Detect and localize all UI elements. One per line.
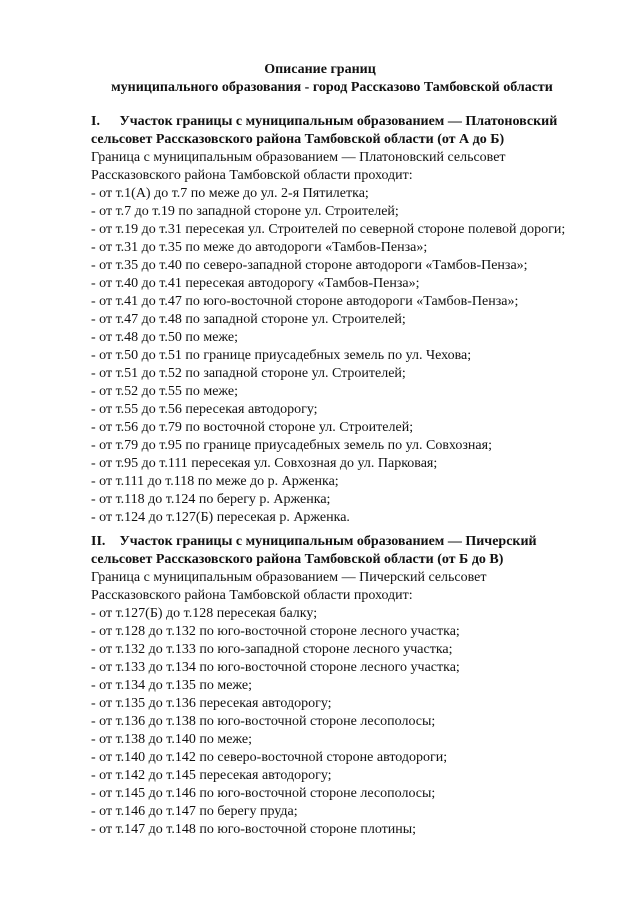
list-item: - от т.55 до т.56 пересекая автодорогу; (91, 402, 318, 417)
section-intro-line1: Граница с муниципальным образованием — Пичерский сельсовет (91, 570, 487, 585)
list-item: - от т.52 до т.55 по меже; (91, 384, 239, 399)
list-item: - от т.136 до т.138 по юго-восточной стороне лесополосы; (91, 714, 436, 729)
section-heading (91, 533, 621, 551)
section-intro-line2: Рассказовского района Тамбовской области проходит: (91, 588, 413, 603)
list-item: - от т.147 до т.148 по юго-восточной стороне плотины; (91, 822, 417, 837)
document-subtitle: муниципального образования - город Рассказово Тамбовской области (111, 80, 553, 95)
document-title: Описание границ (264, 62, 376, 77)
list-item: - от т.142 до т.145 пересекая автодорогу; (91, 768, 332, 783)
list-item: - от т.138 до т.140 по меже; (91, 732, 253, 747)
list-item: - от т.111 до т.118 по меже до р. Арженка; (91, 474, 339, 489)
list-item: - от т.35 до т.40 по северо-западной стороне автодороги «Тамбов-Пенза»; (91, 258, 528, 273)
list-item: - от т.56 до т.79 по восточной стороне ул. Строителей; (91, 420, 414, 435)
list-item: - от т.19 до т.31 пересекая ул. Строителей по северной стороне полевой дороги; (91, 222, 566, 237)
list-item: - от т.50 до т.51 по границе приусадебных земель по ул. Чехова; (91, 348, 472, 363)
section-heading-line1: Участок границы с муниципальным образованием — Платоновский (119, 114, 558, 129)
list-item: - от т.140 до т.142 по северо-восточной стороне автодороги; (91, 750, 448, 765)
section-heading-line2: сельсовет Рассказовского района Тамбовской области (от А до Б) (91, 132, 505, 147)
list-item: - от т.47 до т.48 по западной стороне ул. Строителей; (91, 312, 406, 327)
section-intro-line2: Рассказовского района Тамбовской области проходит: (91, 168, 413, 183)
section-intro-line1: Граница с муниципальным образованием — Платоновский сельсовет (91, 150, 506, 165)
list-item: - от т.41 до т.47 по юго-восточной стороне автодороги «Тамбов-Пенза»; (91, 294, 519, 309)
list-item: - от т.127(Б) до т.128 пересекая балку; (91, 606, 318, 621)
list-item: - от т.118 до т.124 по берегу р. Арженка; (91, 492, 331, 507)
section-number: II. (91, 534, 106, 549)
list-item: - от т.7 до т.19 по западной стороне ул. Строителей; (91, 204, 399, 219)
list-item: - от т.146 до т.147 по берегу пруда; (91, 804, 298, 819)
list-item: - от т.51 до т.52 по западной стороне ул. Строителей; (91, 366, 406, 381)
boundary-list (91, 185, 621, 527)
list-item: - от т.48 до т.50 по меже; (91, 330, 239, 345)
section-heading-line2: сельсовет Рассказовского района Тамбовской области (от Б до В) (91, 552, 504, 567)
section-1 (91, 113, 621, 527)
list-item: - от т.145 до т.146 по юго-восточной стороне лесополосы; (91, 786, 436, 801)
list-item: - от т.40 до т.41 пересекая автодорогу «Тамбов-Пенза»; (91, 276, 420, 291)
list-item: - от т.134 до т.135 по меже; (91, 678, 253, 693)
list-item: - от т.128 до т.132 по юго-восточной стороне лесного участка; (91, 624, 460, 639)
list-item: - от т.31 до т.35 по меже до автодороги «Тамбов-Пенза»; (91, 240, 428, 255)
boundary-list (91, 605, 621, 839)
section-number: I. (91, 114, 100, 129)
list-item: - от т.79 до т.95 по границе приусадебных земель по ул. Совхозная; (91, 438, 492, 453)
list-item: - от т.132 до т.133 по юго-западной стороне лесного участка; (91, 642, 453, 657)
list-item: - от т.133 до т.134 по юго-восточной стороне лесного участка; (91, 660, 460, 675)
list-item: - от т.95 до т.111 пересекая ул. Совхозная до ул. Парковая; (91, 456, 438, 471)
list-item: - от т.1(А) до т.7 по меже до ул. 2-я Пятилетка; (91, 186, 369, 201)
section-heading-line1: Участок границы с муниципальным образованием — Пичерский (119, 534, 537, 549)
list-item: - от т.135 до т.136 пересекая автодорогу; (91, 696, 332, 711)
list-item: - от т.124 до т.127(Б) пересекая р. Арженка. (91, 510, 350, 525)
section-2 (91, 533, 621, 839)
section-heading (91, 113, 621, 131)
